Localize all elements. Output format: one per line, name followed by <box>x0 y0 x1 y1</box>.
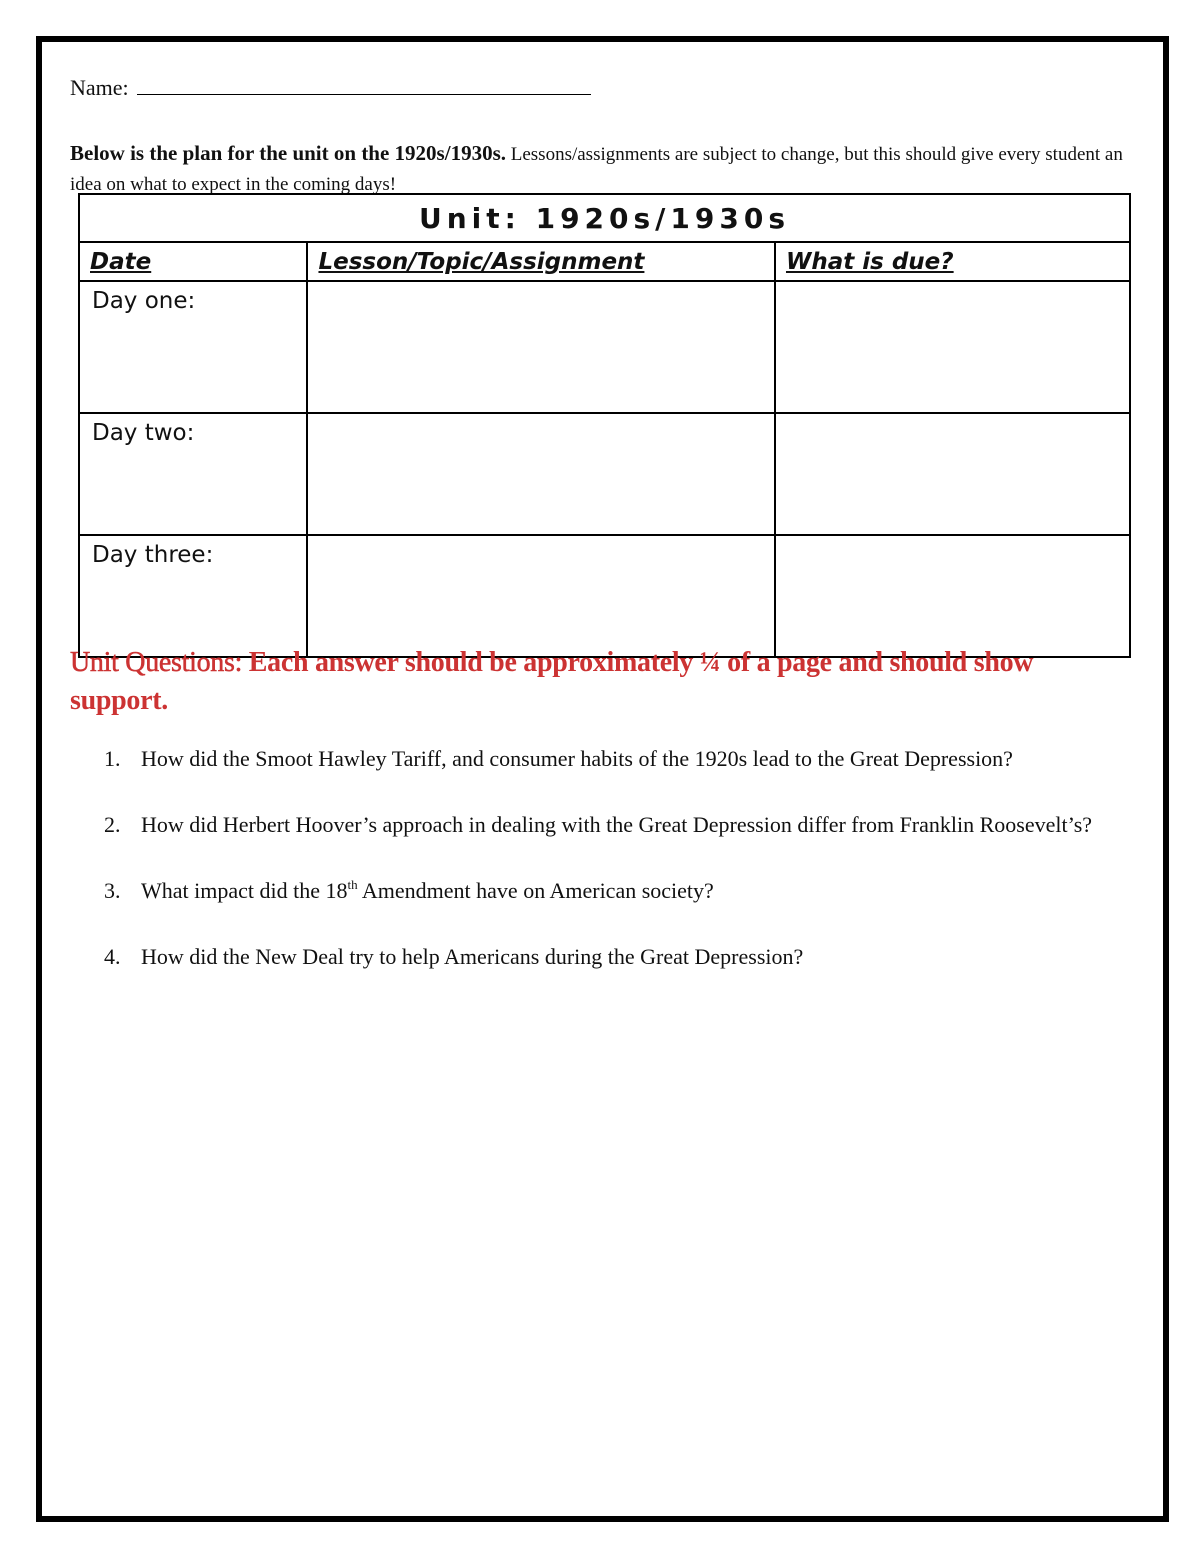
intro-paragraph <box>70 139 1130 199</box>
intro-rest-text: Lessons/assignments are subject to change, but this should give every student an idea on what to expect in the coming days! <box>70 144 1123 195</box>
question-text: How did the New Deal try to help Americans during the Great Depression? <box>141 944 804 969</box>
unit-questions-label: Unit Questions: <box>70 647 243 678</box>
name-label: Name: <box>70 75 129 100</box>
question-list <box>104 740 1104 1004</box>
list-item <box>104 938 1104 975</box>
superscript: th <box>347 877 358 892</box>
plan-table <box>78 193 1131 658</box>
unit-title: Unit: 1920s/1930s <box>79 194 1130 242</box>
question-text: How did Herbert Hoover’s approach in dealing with the Great Depression differ from Franklin Roosevelt’s? <box>141 812 1093 837</box>
column-header-due: What is due? <box>775 242 1130 281</box>
column-header-lesson: Lesson/Topic/Assignment <box>307 242 775 281</box>
lesson-cell[interactable] <box>307 535 775 657</box>
name-line <box>70 72 591 101</box>
due-cell[interactable] <box>775 535 1130 657</box>
lesson-cell[interactable] <box>307 413 775 535</box>
day-label: Day two: <box>79 413 307 535</box>
intro-bold-text: Below is the plan for the unit on the 1920s/1930s. <box>70 141 506 165</box>
day-label: Day one: <box>79 281 307 413</box>
question-text <box>141 878 714 903</box>
question-text: How did the Smoot Hawley Tariff, and consumer habits of the 1920s lead to the Great Depression? <box>141 746 1013 771</box>
list-item <box>104 872 1104 909</box>
list-item <box>104 740 1104 777</box>
day-label: Day three: <box>79 535 307 657</box>
unit-questions-heading <box>70 644 1130 720</box>
unit-questions-instruction: Each answer should be approximately ¼ of a page and should show support. <box>70 647 1034 716</box>
table-row <box>79 413 1130 535</box>
question-number: 2. <box>104 812 121 837</box>
name-blank[interactable] <box>137 72 591 95</box>
lesson-cell[interactable] <box>307 281 775 413</box>
column-header-date: Date <box>79 242 307 281</box>
question-number: 3. <box>104 878 121 903</box>
table-row <box>79 535 1130 657</box>
table-row <box>79 281 1130 413</box>
question-number: 4. <box>104 944 121 969</box>
due-cell[interactable] <box>775 281 1130 413</box>
question-number: 1. <box>104 746 121 771</box>
question-text-before: What impact did the 18 <box>141 878 348 903</box>
list-item <box>104 806 1104 843</box>
due-cell[interactable] <box>775 413 1130 535</box>
question-text-after: Amendment have on American society? <box>357 878 714 903</box>
